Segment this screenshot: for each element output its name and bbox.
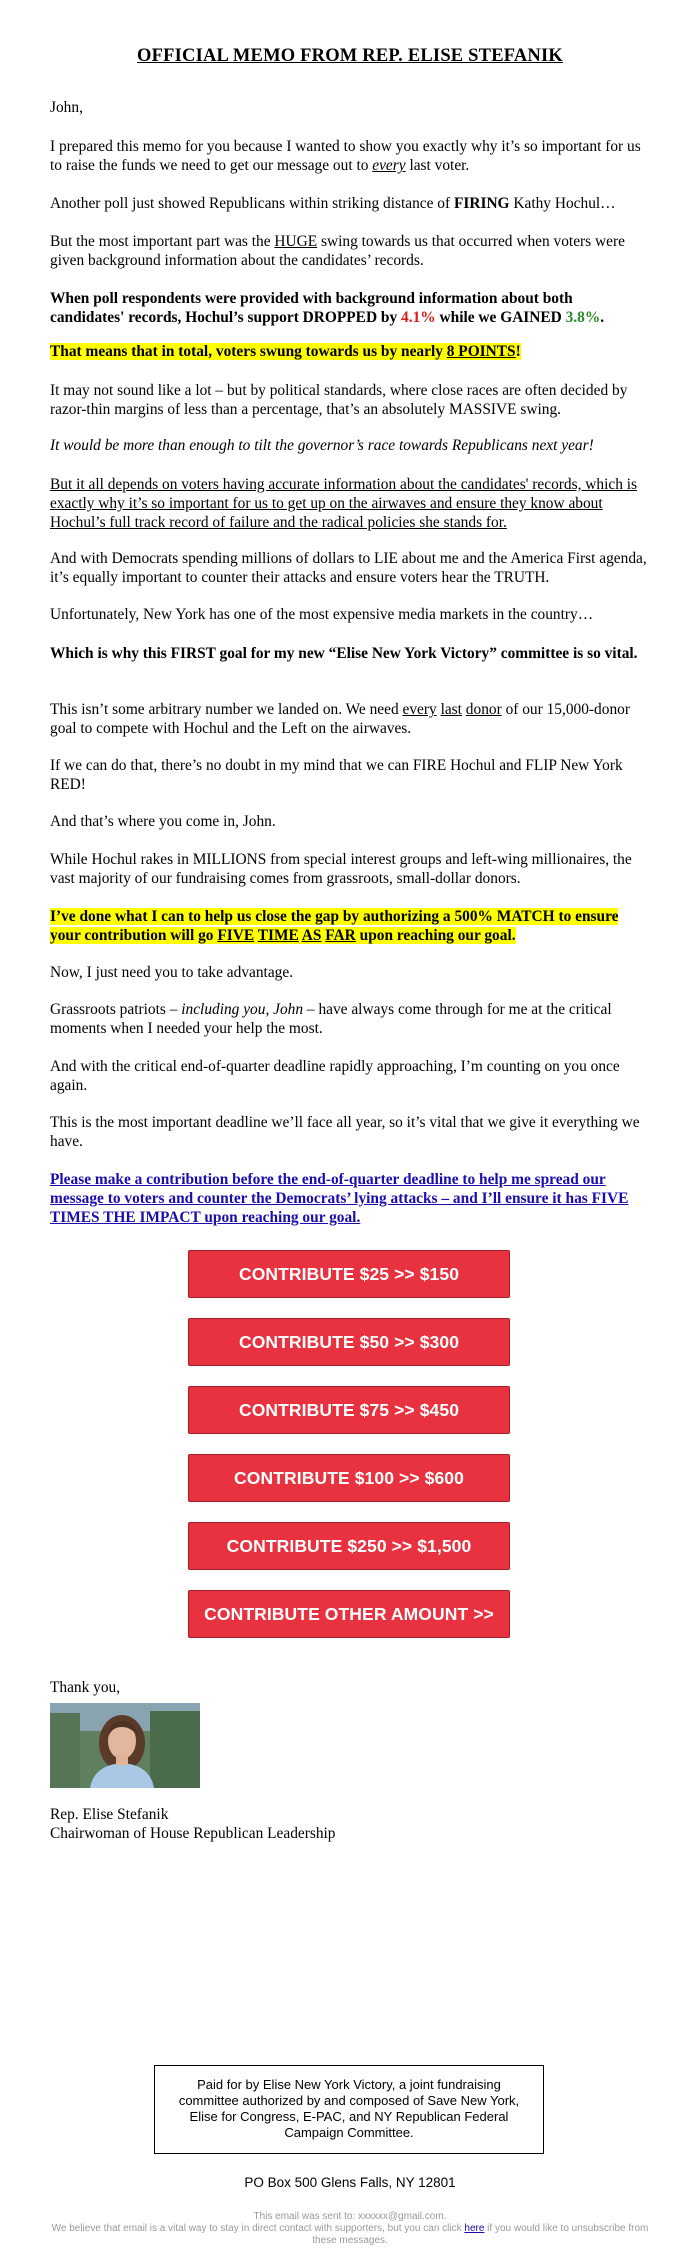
paragraph-14: And that’s where you come in, John.	[50, 813, 276, 830]
paragraph-19: And with the critical end-of-quarter deadline rapidly approaching, I’m counting on you once again.	[50, 1058, 620, 1094]
contribute-100-button[interactable]: CONTRIBUTE $100 >> $600	[188, 1454, 510, 1502]
paragraph-11: Which is why this FIRST goal for my new “Elise New York Victory” committee is so vital.	[50, 645, 638, 662]
paragraph-6: It may not sound like a lot – but by political standards, where close races are often decided by razor-thin margins of less than a percentage, that’s an absolutely MASSIVE swing.	[50, 382, 628, 418]
contribute-25-button[interactable]: CONTRIBUTE $25 >> $150	[188, 1250, 510, 1298]
paragraph-15: While Hochul rakes in MILLIONS from special interest groups and left-wing millionaires, the vast majority of our fundraising comes from grassroots, small-dollar donors.	[50, 851, 632, 887]
paragraph-9: And with Democrats spending millions of dollars to LIE about me and the America First agenda, it’s equally important to counter their attacks and ensure voters hear the TRUTH.	[50, 550, 647, 586]
paragraph-12: This isn’t some arbitrary number we landed on. We need every last donor of our 15,000-donor goal to compete with Hochul and the Left on the airwaves.	[50, 701, 630, 737]
paragraph-poll-results: When poll respondents were provided with background information about both candidates' records, Hochul’s support DROPPED by 4.1% while we GAINED 3.8%.	[50, 290, 605, 326]
contribute-250-button[interactable]: CONTRIBUTE $250 >> $1,500	[188, 1522, 510, 1570]
footer-sent-to: This email was sent to: xxxxxx@gmail.com.	[253, 2211, 447, 2222]
paid-for-disclaimer: Paid for by Elise New York Victory, a joint fundraising committee authorized by and composed of Save New York, Elise for Congress, E-PAC, and NY Republican Federal Campaign Committee.	[154, 2065, 544, 2154]
greeting: John,	[50, 99, 83, 116]
signature-name: Rep. Elise Stefanik	[50, 1806, 169, 1823]
contribution-cta-paragraph	[50, 1170, 650, 1227]
paragraph-8-points: That means that in total, voters swung towards us by nearly 8 POINTS!	[50, 343, 521, 360]
paragraph-18: Grassroots patriots – including you, John – have always come through for me at the critical moments when I needed your help the most.	[50, 1001, 612, 1037]
paragraph-8: But it all depends on voters having accurate information about the candidates' records, which is exactly why it’s so important for us to get up on the airwaves and ensure they know about Hochul’s full track record of failure and the radical policies she stands for.	[50, 476, 638, 531]
paragraph-20: This is the most important deadline we’ll face all year, so it’s vital that we give it everything we have.	[50, 1114, 640, 1150]
contribution-cta-link[interactable]: Please make a contribution before the end-of-quarter deadline to help me spread our message to voters and counter the Democrats’ lying attacks – and I’ll ensure it has FIVE TIMES THE IMPACT upon reaching our goal.	[50, 1171, 629, 1226]
paragraph-match: I’ve done what I can to help us close the gap by authorizing a 500% MATCH to ensure your contribution will go FIVE TIME AS FAR upon reaching our goal.	[50, 908, 619, 944]
signature-title: Chairwoman of House Republican Leadership	[50, 1825, 336, 1842]
contribute-50-button[interactable]: CONTRIBUTE $50 >> $300	[188, 1318, 510, 1366]
contribute-other-amount-button[interactable]: CONTRIBUTE OTHER AMOUNT >>	[188, 1590, 510, 1638]
mailing-address: PO Box 500 Glens Falls, NY 12801	[244, 2175, 456, 2190]
signature-photo	[50, 1703, 200, 1788]
footer-unsubscribe-text: We believe that email is a vital way to stay in direct contact with supporters, but you can click here if you would like to unsubscribe from these messages.	[51, 2223, 649, 2246]
paragraph-13: If we can do that, there’s no doubt in my mind that we can FIRE Hochul and FLIP New York RED!	[50, 757, 623, 793]
paragraph-7: It would be more than enough to tilt the governor’s race towards Republicans next year!	[50, 437, 594, 454]
unsubscribe-link[interactable]: here	[464, 2223, 485, 2234]
paragraph-3: But the most important part was the HUGE swing towards us that occurred when voters were given background information about the candidates’ records.	[50, 233, 625, 269]
paragraph-1: I prepared this memo for you because I wanted to show you exactly why it’s so important for us to raise the funds we need to get our message out to every last voter.	[50, 138, 641, 174]
paragraph-2: Another poll just showed Republicans within striking distance of FIRING Kathy Hochul…	[50, 195, 616, 212]
closing: Thank you,	[50, 1679, 121, 1696]
paragraph-10: Unfortunately, New York has one of the most expensive media markets in the country…	[50, 606, 594, 623]
memo-title: OFFICIAL MEMO FROM REP. ELISE STEFANIK	[137, 46, 563, 66]
contribute-75-button[interactable]: CONTRIBUTE $75 >> $450	[188, 1386, 510, 1434]
paragraph-17: Now, I just need you to take advantage.	[50, 964, 294, 981]
